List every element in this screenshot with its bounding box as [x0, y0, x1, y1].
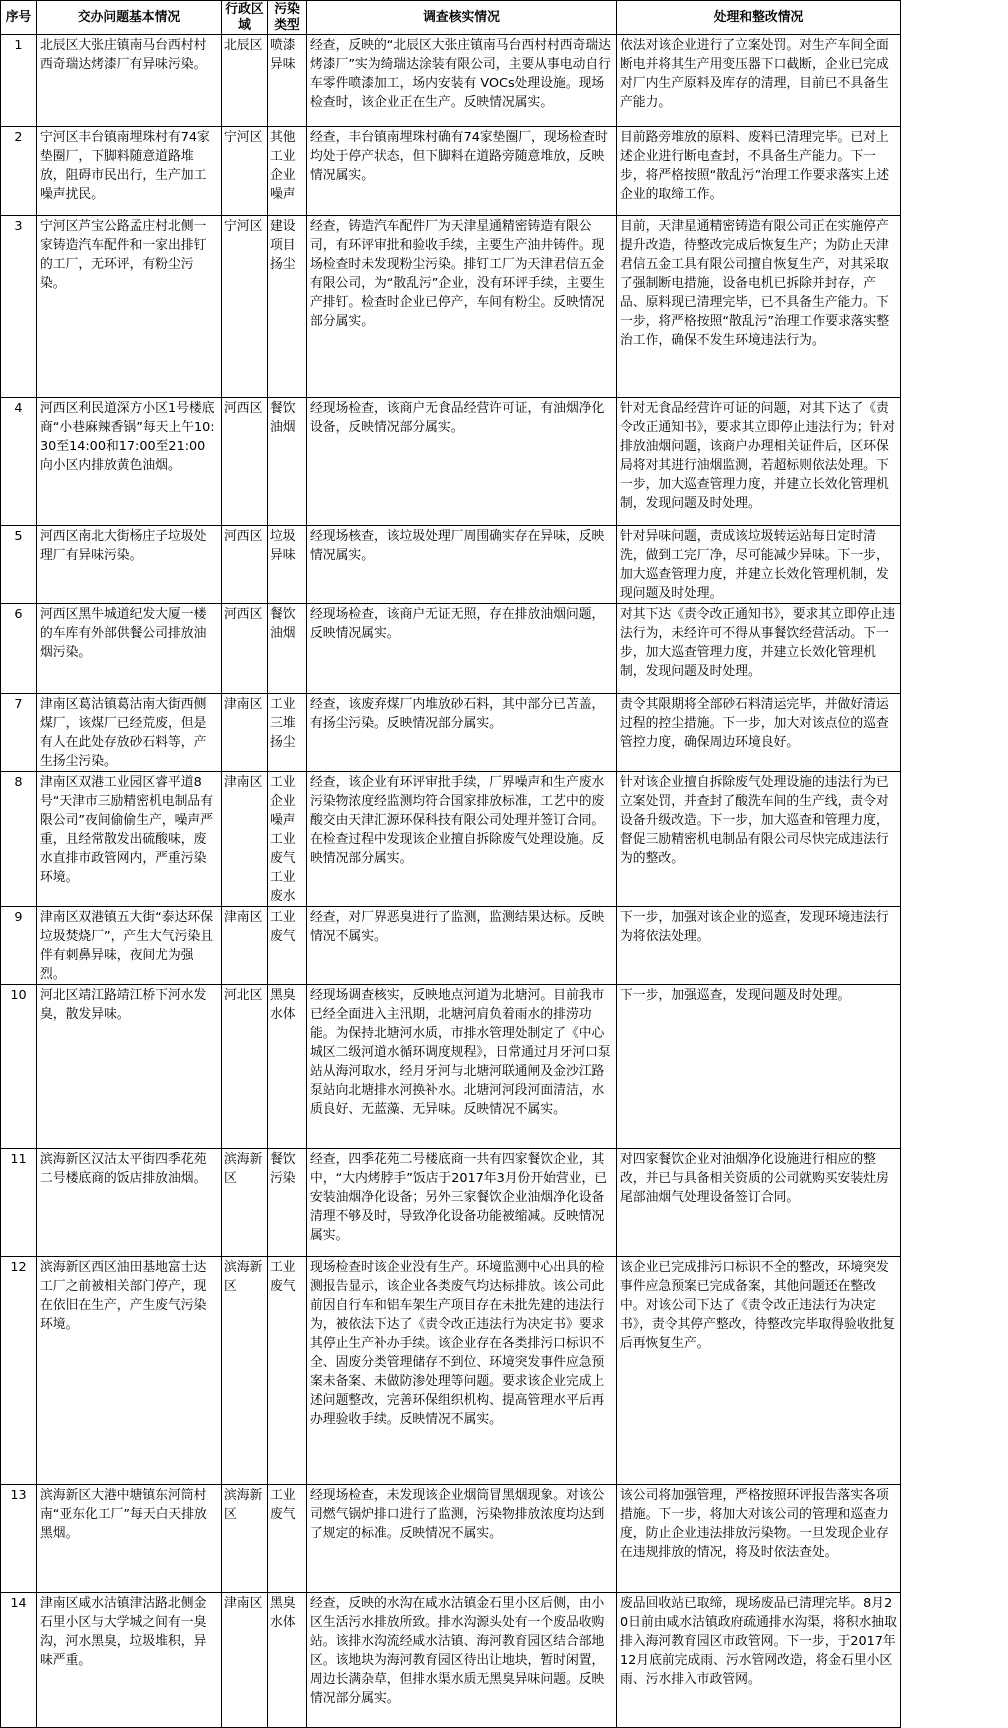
issue-cell: 滨海新区汉沽太平街四季花苑二号楼底商的饭店排放油烟。: [37, 1149, 222, 1257]
issue-cell: 河西区利民道深方小区1号楼底商“小巷麻辣香锅”每天上午10:30至14:00和17:00至21:00向小区内排放黄色油烟。: [37, 398, 222, 526]
table-row: [1, 1485, 901, 1593]
row-number: 12: [1, 1257, 37, 1485]
header-pollution-type: 污染类型: [268, 1, 307, 35]
pollution-type-cell: 黑臭水体: [268, 985, 307, 1149]
issue-cell: 河西区南北大街杨庄子垃圾处理厂有异味污染。: [37, 526, 222, 604]
issue-cell: 滨海新区西区油田基地富士达工厂之前被相关部门停产，现在依旧在生产，产生废气污染环境。: [37, 1257, 222, 1485]
handling-cell: 下一步，加强巡查，发现问题及时处理。: [617, 985, 901, 1149]
pollution-type-cell: 工业废气: [268, 907, 307, 985]
district-cell: 滨海新区: [222, 1485, 268, 1593]
pollution-type-cell: 餐饮油烟: [268, 398, 307, 526]
handling-cell: 废品回收站已取缔，现场废品已清理完毕。8月20日前由咸水沽镇政府疏通排水沟渠，将积水抽取排入海河教育园区市政管网。下一步，于2017年12月底前完成雨、污水管网改造，将金石里小区雨、污水排入市政管网。: [617, 1593, 901, 1728]
table-row: [1, 1149, 901, 1257]
issue-cell: 津南区葛沽镇葛沽南大街西侧煤厂，该煤厂已经荒废，但是有人在此处存放砂石料等，产生扬尘污染。: [37, 694, 222, 772]
issue-cell: 津南区双港镇五大街“泰达环保垃圾焚烧厂”，产生大气污染且伴有刺鼻异味，夜间尤为强烈。: [37, 907, 222, 985]
table-row: [1, 526, 901, 604]
investigation-cell: 经查，反映的“北辰区大张庄镇南马台西村村西奇瑞达烤漆厂”实为绮瑞达涂装有限公司，主要从事电动自行车零件喷漆加工，场内安装有 VOCs处理设施。现场检查时，该企业正在生产。反映情况属实。: [307, 35, 617, 127]
investigation-cell: 经现场检查，该商户无食品经营许可证，有油烟净化设备，反映情况部分属实。: [307, 398, 617, 526]
row-number: 9: [1, 907, 37, 985]
pollution-type-cell: 餐饮油烟: [268, 604, 307, 694]
row-number: 7: [1, 694, 37, 772]
row-number: 11: [1, 1149, 37, 1257]
row-number: 13: [1, 1485, 37, 1593]
investigation-cell: 经现场调查核实，反映地点河道为北塘河。目前我市已经全面进入主汛期，北塘河肩负着雨水的排涝功能。为保持北塘河水质，市排水管理处制定了《中心城区二级河道水循环调度规程》，日常通过月牙河口泵站从海河取水，经月牙河与北塘河联通闸及金沙江路泵站向北塘排水河换补水。北塘河河段河面清洁，水质良好、无蓝藻、无异味。反映情况不属实。: [307, 985, 617, 1149]
issue-cell: 宁河区芦宝公路孟庄村北侧一家铸造汽车配件和一家出排钉的工厂，无环评，有粉尘污染。: [37, 216, 222, 398]
handling-cell: 针对该企业擅自拆除废气处理设施的违法行为已立案处罚，并查封了酸洗车间的生产线，责令对设备升级改造。下一步，加大巡查和管理力度，督促三励精密机电制品有限公司尽快完成违法行为的整改。: [617, 772, 901, 907]
handling-cell: 下一步，加强对该企业的巡查，发现环境违法行为将依法处理。: [617, 907, 901, 985]
handling-cell: 针对无食品经营许可证的问题，对其下达了《责令改正通知书》，要求其立即停止违法行为；针对排放油烟问题，该商户办理相关证件后，区环保局将对其进行油烟监测，若超标则依法处理。下一步，加大巡查管理力度，并建立长效化管理机制，发现问题及时处理。: [617, 398, 901, 526]
investigation-cell: 经查，四季花苑二号楼底商一共有四家餐饮企业，其中，“大内烤脖手”饭店于2017年3月份开始营业，已安装油烟净化设备；另外三家餐饮企业油烟净化设备清理不够及时，导致净化设备功能被缩减。反映情况属实。: [307, 1149, 617, 1257]
investigation-cell: 经查，反映的水沟在咸水沽镇金石里小区后侧，由小区生活污水排放所致。排水沟源头处有一个废品收购站。该排水沟流经咸水沽镇、海河教育园区结合部地区。该地块为海河教育园区待出让地块，暂时闲置，周边长满杂草，但排水渠水质无黑臭异味问题。反映情况部分属实。: [307, 1593, 617, 1728]
district-cell: 宁河区: [222, 216, 268, 398]
handling-cell: 依法对该企业进行了立案处罚。对生产车间全面断电并将其生产用变压器下口截断，企业已完成对厂内生产原料及库存的清理，目前已不具备生产能力。: [617, 35, 901, 127]
row-number: 1: [1, 35, 37, 127]
pollution-type-cell: 喷漆异味: [268, 35, 307, 127]
handling-cell: 责令其限期将全部砂石料清运完毕，并做好清运过程的控尘措施。下一步，加大对该点位的巡查管控力度，确保周边环境良好。: [617, 694, 901, 772]
header-investigation: 调查核实情况: [307, 1, 617, 35]
district-cell: 津南区: [222, 694, 268, 772]
district-cell: 滨海新区: [222, 1149, 268, 1257]
row-number: 14: [1, 1593, 37, 1728]
district-cell: 河西区: [222, 604, 268, 694]
table-row: [1, 127, 901, 216]
table-row: [1, 35, 901, 127]
table-row: [1, 694, 901, 772]
pollution-type-cell: 其他工业企业噪声: [268, 127, 307, 216]
row-number: 10: [1, 985, 37, 1149]
table-row: [1, 216, 901, 398]
pollution-type-cell: 建设项目扬尘: [268, 216, 307, 398]
issue-cell: 河西区黑牛城道纪发大厦一楼的车库有外部供餐公司排放油烟污染。: [37, 604, 222, 694]
table-row: [1, 604, 901, 694]
issue-cell: 宁河区丰台镇南埋珠村有74家垫圈厂，下脚料随意道路堆放，阻碍市民出行，生产加工噪声扰民。: [37, 127, 222, 216]
pollution-type-cell: 黑臭水体: [268, 1593, 307, 1728]
district-cell: 津南区: [222, 907, 268, 985]
district-cell: 北辰区: [222, 35, 268, 127]
header-no: 序号: [1, 1, 37, 35]
investigation-cell: 现场检查时该企业没有生产。环境监测中心出具的检测报告显示，该企业各类废气均达标排放。该公司此前因自行车和铝车架生产项目存在未批先建的违法行为，被依法下达了《责令改正违法行为决定书》要求其停止生产补办手续。该企业存在各类排污口标识不全、固废分类管理储存不到位、环境突发事件应急预案未备案、未做防渗处理等问题。要求该企业完成上述问题整改，完善环保组织机构、提高管理水平后再办理验收手续。反映情况不属实。: [307, 1257, 617, 1485]
investigation-cell: 经查，丰台镇南埋珠村确有74家垫圈厂，现场检查时均处于停产状态，但下脚料在道路旁随意堆放，反映情况属实。: [307, 127, 617, 216]
issue-cell: 河北区靖江路靖江桥下河水发臭，散发异味。: [37, 985, 222, 1149]
issue-cell: 滨海新区大港中塘镇东河筒村南“亚东化工厂”每天白天排放黑烟。: [37, 1485, 222, 1593]
investigation-cell: 经查，对厂界恶臭进行了监测，监测结果达标。反映情况不属实。: [307, 907, 617, 985]
pollution-type-cell: 垃圾异味: [268, 526, 307, 604]
district-cell: 河西区: [222, 398, 268, 526]
row-number: 5: [1, 526, 37, 604]
header-issue: 交办问题基本情况: [37, 1, 222, 35]
pollution-type-cell: 工业废气: [268, 1257, 307, 1485]
header-district: 行政区域: [222, 1, 268, 35]
district-cell: 宁河区: [222, 127, 268, 216]
district-cell: 津南区: [222, 1593, 268, 1728]
investigation-cell: 经查，铸造汽车配件厂为天津星通精密铸造有限公司，有环评审批和验收手续，主要生产油井铸件。现场检查时未发现粉尘污染。排钉工厂为天津君信五金有限公司，为“散乱污”企业，没有环评手续，主要生产排钉。检查时企业已停产，车间有粉尘。反映情况部分属实。: [307, 216, 617, 398]
table-row: [1, 907, 901, 985]
investigation-cell: 经查，该废弃煤厂内堆放砂石料，其中部分已苫盖，有扬尘污染。反映情况部分属实。: [307, 694, 617, 772]
district-cell: 津南区: [222, 772, 268, 907]
pollution-type-cell: 工业废气: [268, 1485, 307, 1593]
handling-cell: 目前，天津星通精密铸造有限公司正在实施停产提升改造，待整改完成后恢复生产；为防止天津君信五金工具有限公司擅自恢复生产，对其采取了强制断电措施，设备电机已拆除并封存，产品、原料现已清理完毕，已不具备生产能力。下一步，将严格按照“散乱污”治理工作要求落实整治工作，确保不发生环境违法行为。: [617, 216, 901, 398]
pollution-type-cell: 工业企业噪声工业废气工业废水: [268, 772, 307, 907]
row-number: 8: [1, 772, 37, 907]
district-cell: 河西区: [222, 526, 268, 604]
issue-cell: 津南区咸水沽镇津沽路北侧金石里小区与大学城之间有一臭沟，河水黑臭，垃圾堆积，异味严重。: [37, 1593, 222, 1728]
row-number: 3: [1, 216, 37, 398]
header-handling: 处理和整改情况: [617, 1, 901, 35]
investigation-cell: 经现场核查，该垃圾处理厂周围确实存在异味，反映情况属实。: [307, 526, 617, 604]
investigation-cell: 经查，该企业有环评审批手续，厂界噪声和生产废水污染物浓度经监测均符合国家排放标准，工艺中的废酸交由天津汇源环保科技有限公司处理并签订合同。在检查过程中发现该企业擅自拆除废气处理设施。反映情况部分属实。: [307, 772, 617, 907]
table-row: [1, 1593, 901, 1728]
pollution-type-cell: 餐饮污染: [268, 1149, 307, 1257]
investigation-cell: 经现场检查，未发现该企业烟筒冒黑烟现象。对该公司燃气锅炉排口进行了监测，污染物排放浓度均达到了规定的标准。反映情况不属实。: [307, 1485, 617, 1593]
issue-cell: 津南区双港工业园区睿平道8号“天津市三励精密机电制品有限公司”夜间偷偷生产，噪声严重，且经常散发出硫酸味，废水直排市政管网内，严重污染环境。: [37, 772, 222, 907]
pollution-type-cell: 工业三堆扬尘: [268, 694, 307, 772]
handling-cell: 目前路旁堆放的原料、废料已清理完毕。已对上述企业进行断电查封，不具备生产能力。下一步，将严格按照“散乱污”治理工作要求落实上述企业的取缔工作。: [617, 127, 901, 216]
row-number: 2: [1, 127, 37, 216]
table-row: [1, 772, 901, 907]
handling-cell: 该公司将加强管理，严格按照环评报告落实各项措施。下一步，将加大对该公司的管理和巡查力度，防止企业违法排放污染物。一旦发现企业存在违规排放的情况，将及时依法查处。: [617, 1485, 901, 1593]
row-number: 4: [1, 398, 37, 526]
handling-cell: 该企业已完成排污口标识不全的整改，环境突发事件应急预案已完成备案，其他问题还在整改中。对该公司下达了《责令改正违法行为决定书》，责令其停产整改，待整改完毕取得验收批复后再恢复生产。: [617, 1257, 901, 1485]
handling-cell: 对其下达《责令改正通知书》，要求其立即停止违法行为，未经许可不得从事餐饮经营活动。下一步，加大巡查管理力度，并建立长效化管理机制，发现问题及时处理。: [617, 604, 901, 694]
table-row: [1, 398, 901, 526]
handling-cell: 对四家餐饮企业对油烟净化设施进行相应的整改，并已与具备相关资质的公司就购买安装灶房尾部油烟气处理设备签订合同。: [617, 1149, 901, 1257]
district-cell: 滨海新区: [222, 1257, 268, 1485]
table-row: [1, 1257, 901, 1485]
table-row: [1, 985, 901, 1149]
issue-cell: 北辰区大张庄镇南马台西村村西奇瑞达烤漆厂有异味污染。: [37, 35, 222, 127]
district-cell: 河北区: [222, 985, 268, 1149]
header-row: [1, 1, 901, 35]
investigation-cell: 经现场检查，该商户无证无照，存在排放油烟问题，反映情况属实。: [307, 604, 617, 694]
row-number: 6: [1, 604, 37, 694]
handling-cell: 针对异味问题，责成该垃圾转运站每日定时清洗，做到工完厂净，尽可能减少异味。下一步，加大巡查管理力度，并建立长效化管理机制，发现问题及时处理。: [617, 526, 901, 604]
